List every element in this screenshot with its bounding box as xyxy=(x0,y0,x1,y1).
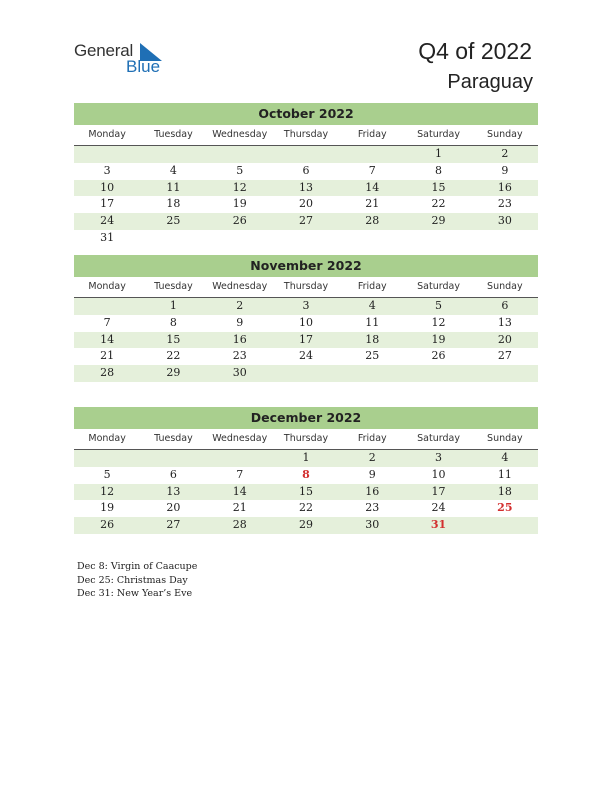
day-cell: 22 xyxy=(166,349,181,363)
day-cell: 28 xyxy=(232,518,247,532)
day-cell: 13 xyxy=(497,315,512,329)
weekday-label: Sunday xyxy=(487,281,523,292)
day-cell: 15 xyxy=(431,180,446,194)
day-cell xyxy=(140,146,206,163)
day-cell xyxy=(207,146,273,163)
day-cell: 12 xyxy=(100,484,115,498)
day-cell: 11 xyxy=(365,315,380,329)
weekday-label: Wednesday xyxy=(212,129,268,140)
day-cell: 6 xyxy=(501,299,509,312)
day-cell xyxy=(74,298,140,315)
day-cell xyxy=(140,230,206,247)
day-cell: 15 xyxy=(298,484,313,498)
page-title: Q4 of 2022 xyxy=(418,38,532,64)
holiday-note: Dec 25: Christmas Day xyxy=(77,574,188,586)
week-row xyxy=(74,230,538,247)
holiday-day-cell: 25 xyxy=(497,501,513,515)
week-row xyxy=(74,315,538,332)
day-cell: 3 xyxy=(435,451,443,464)
day-cell: 9 xyxy=(501,163,509,177)
day-cell: 12 xyxy=(232,180,247,194)
weekday-label: Sunday xyxy=(487,129,523,140)
day-cell: 14 xyxy=(365,180,380,194)
day-cell xyxy=(140,450,206,467)
day-cell: 5 xyxy=(103,467,111,481)
day-cell xyxy=(405,230,471,247)
day-cell: 23 xyxy=(365,501,380,515)
day-cell xyxy=(207,450,273,467)
week-row xyxy=(74,450,538,467)
weekday-label: Tuesday xyxy=(154,433,193,444)
day-cell: 24 xyxy=(100,214,115,228)
day-cell: 18 xyxy=(497,484,512,498)
day-cell: 22 xyxy=(431,197,446,211)
day-cell xyxy=(207,230,273,247)
day-cell: 26 xyxy=(431,349,446,363)
day-cell: 30 xyxy=(497,214,512,228)
weekday-label: Thursday xyxy=(283,281,329,292)
weekday-label: Friday xyxy=(357,433,387,444)
day-cell: 14 xyxy=(232,484,247,498)
day-cell: 4 xyxy=(169,163,177,177)
weekday-label: Tuesday xyxy=(154,129,193,140)
day-cell: 20 xyxy=(166,501,181,515)
weekday-label: Thursday xyxy=(283,129,329,140)
day-cell: 2 xyxy=(368,451,376,464)
weekday-label: Monday xyxy=(88,129,126,140)
day-cell xyxy=(273,365,339,382)
day-cell: 20 xyxy=(497,332,512,346)
day-cell: 26 xyxy=(100,518,115,532)
day-cell: 26 xyxy=(232,214,247,228)
day-cell: 29 xyxy=(166,366,181,380)
day-cell: 2 xyxy=(501,147,509,160)
day-cell: 20 xyxy=(298,197,313,211)
day-cell: 12 xyxy=(431,315,446,329)
day-cell: 10 xyxy=(431,467,446,481)
day-cell: 3 xyxy=(302,299,310,312)
month-december xyxy=(74,407,538,534)
day-cell: 9 xyxy=(368,467,376,481)
day-cell xyxy=(472,230,538,247)
logo xyxy=(74,41,174,77)
weekday-label: Saturday xyxy=(417,281,460,292)
day-cell xyxy=(339,146,405,163)
logo-general-text: General xyxy=(74,41,134,60)
day-cell: 24 xyxy=(298,349,313,363)
day-cell xyxy=(273,146,339,163)
day-cell: 4 xyxy=(368,299,376,312)
day-cell: 24 xyxy=(431,501,446,515)
weekday-label: Wednesday xyxy=(212,433,268,444)
day-cell xyxy=(74,450,140,467)
week-row xyxy=(74,180,538,197)
day-cell: 27 xyxy=(166,518,181,532)
month-header: December 2022 xyxy=(74,407,538,429)
weekday-label: Tuesday xyxy=(154,281,193,292)
day-cell: 9 xyxy=(236,315,244,329)
day-cell: 21 xyxy=(365,197,380,211)
weekday-label: Saturday xyxy=(417,433,460,444)
day-cell: 6 xyxy=(169,467,177,481)
day-cell: 7 xyxy=(236,467,244,481)
day-cell xyxy=(273,230,339,247)
day-cell: 3 xyxy=(103,163,111,177)
day-cell: 18 xyxy=(166,197,181,211)
weekday-header-row xyxy=(74,277,538,298)
weekday-header-row xyxy=(74,125,538,146)
day-cell: 11 xyxy=(166,180,181,194)
day-cell: 7 xyxy=(103,315,111,329)
weekday-label: Saturday xyxy=(417,129,460,140)
day-cell xyxy=(472,517,538,534)
holiday-day-cell: 8 xyxy=(302,467,310,481)
day-cell: 31 xyxy=(100,230,115,244)
day-cell: 30 xyxy=(365,518,380,532)
logo-blue-text: Blue xyxy=(126,57,161,76)
weekday-label: Sunday xyxy=(487,433,523,444)
week-row xyxy=(74,332,538,349)
day-cell: 23 xyxy=(232,349,247,363)
weekday-label: Thursday xyxy=(283,433,329,444)
day-cell: 7 xyxy=(368,163,376,177)
day-cell xyxy=(74,146,140,163)
day-cell: 21 xyxy=(100,349,115,363)
week-row xyxy=(74,196,538,213)
weekday-label: Wednesday xyxy=(212,281,268,292)
day-cell: 16 xyxy=(497,180,512,194)
day-cell: 23 xyxy=(497,197,512,211)
month-november xyxy=(74,255,538,382)
day-cell xyxy=(339,230,405,247)
day-cell xyxy=(472,365,538,382)
week-row xyxy=(74,517,538,534)
day-cell: 29 xyxy=(431,214,446,228)
weekday-header-row xyxy=(74,429,538,450)
week-row xyxy=(74,298,538,315)
day-cell: 16 xyxy=(232,332,247,346)
week-row xyxy=(74,500,538,517)
day-cell: 27 xyxy=(497,349,512,363)
day-cell: 1 xyxy=(302,451,310,464)
day-cell: 21 xyxy=(232,501,247,515)
day-cell: 14 xyxy=(100,332,115,346)
day-cell: 2 xyxy=(236,299,244,312)
country-name: Paraguay xyxy=(447,71,533,93)
day-cell: 8 xyxy=(169,315,177,329)
month-grid xyxy=(74,146,538,247)
day-cell: 1 xyxy=(169,299,177,312)
day-cell: 11 xyxy=(497,467,512,481)
day-cell: 13 xyxy=(298,180,313,194)
day-cell: 17 xyxy=(100,197,115,211)
day-cell: 4 xyxy=(501,451,509,464)
day-cell: 25 xyxy=(166,214,181,228)
week-row xyxy=(74,365,538,382)
day-cell: 27 xyxy=(298,214,313,228)
day-cell: 25 xyxy=(365,349,380,363)
day-cell: 17 xyxy=(298,332,313,346)
day-cell: 8 xyxy=(435,163,443,177)
day-cell: 28 xyxy=(100,366,115,380)
week-row xyxy=(74,163,538,180)
day-cell: 5 xyxy=(435,299,443,312)
day-cell: 10 xyxy=(100,180,115,194)
month-grid xyxy=(74,298,538,382)
day-cell xyxy=(339,365,405,382)
weekday-label: Monday xyxy=(88,433,126,444)
day-cell: 19 xyxy=(431,332,446,346)
weekday-label: Friday xyxy=(357,281,387,292)
week-row xyxy=(74,348,538,365)
day-cell: 16 xyxy=(365,484,380,498)
day-cell: 1 xyxy=(435,147,443,160)
week-row xyxy=(74,467,538,484)
day-cell: 22 xyxy=(298,501,313,515)
day-cell: 15 xyxy=(166,332,181,346)
day-cell: 10 xyxy=(298,315,313,329)
day-cell: 28 xyxy=(365,214,380,228)
month-grid xyxy=(74,450,538,534)
day-cell xyxy=(405,365,471,382)
day-cell: 29 xyxy=(298,518,313,532)
day-cell: 13 xyxy=(166,484,181,498)
month-header: October 2022 xyxy=(74,103,538,125)
weekday-label: Friday xyxy=(357,129,387,140)
day-cell: 19 xyxy=(232,197,247,211)
weekday-label: Monday xyxy=(88,281,126,292)
week-row xyxy=(74,484,538,501)
week-row xyxy=(74,146,538,163)
holiday-note: Dec 8: Virgin of Caacupe xyxy=(77,561,198,572)
day-cell: 30 xyxy=(232,366,247,380)
holiday-day-cell: 31 xyxy=(430,518,447,532)
holiday-note: Dec 31: New Year’s Eve xyxy=(77,588,193,599)
day-cell: 5 xyxy=(236,163,244,177)
day-cell: 17 xyxy=(431,484,446,498)
week-row xyxy=(74,213,538,230)
month-october xyxy=(74,103,538,247)
month-header: November 2022 xyxy=(74,255,538,277)
day-cell: 6 xyxy=(302,163,310,177)
day-cell: 19 xyxy=(100,501,115,515)
day-cell: 18 xyxy=(365,332,380,346)
holiday-notes xyxy=(77,560,197,601)
